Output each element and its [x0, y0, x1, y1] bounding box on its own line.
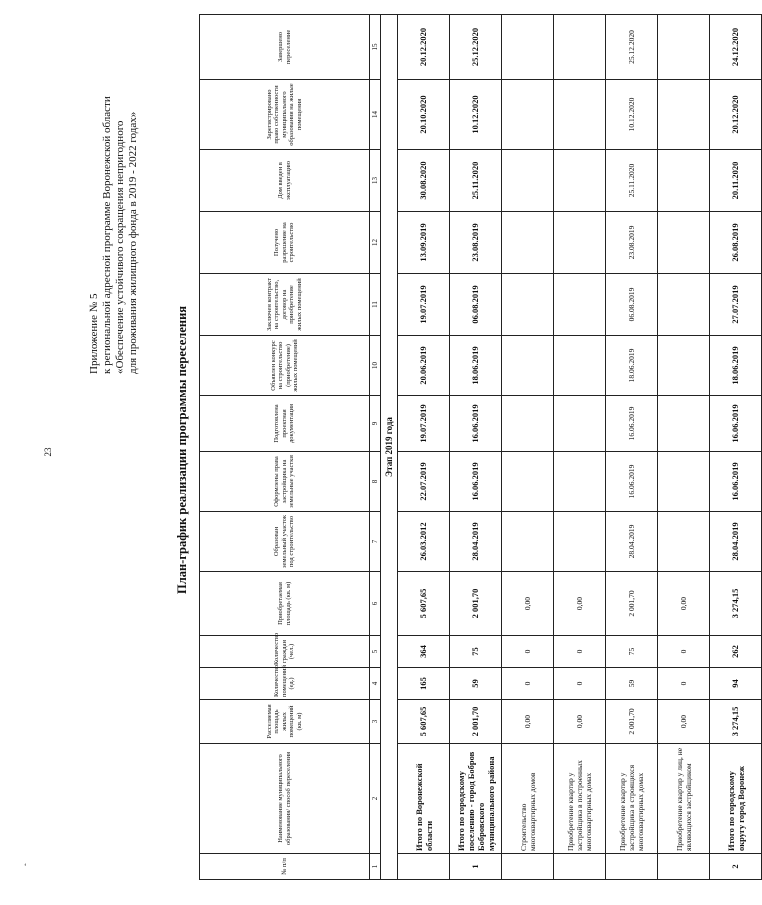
page-number: 23: [43, 447, 53, 457]
table-cell-c11: 19.07.2019: [398, 274, 450, 336]
table-cell-c15: 20.12.2020: [398, 15, 450, 80]
table-cell-c14: [658, 80, 710, 150]
table-cell-c4: 94: [710, 668, 762, 700]
column-header-9: Подготовлена проектная документация: [200, 396, 370, 452]
table-cell-c12: [502, 212, 554, 274]
schedule-table-body: [200, 15, 762, 880]
table-cell-c6: 2 001,70: [450, 572, 502, 636]
table-cell-c12: [554, 212, 606, 274]
table-cell-c3: 0,00: [502, 700, 554, 744]
table-cell-c13: [502, 150, 554, 212]
column-header-4: Количество помещений (ед.): [200, 668, 370, 700]
table-cell-c6: 0,00: [502, 572, 554, 636]
column-number-10: 10: [370, 336, 381, 396]
table-cell-c15: [554, 15, 606, 80]
table-cell-c4: 59: [450, 668, 502, 700]
column-number-3: 3: [370, 700, 381, 744]
appendix-line-4: для проживания жилищного фонда в 2019 - 2022 годах»: [127, 111, 139, 374]
table-cell-c7: [502, 512, 554, 572]
table-cell-c10: 18.06.2019: [450, 336, 502, 396]
column-number-12: 12: [370, 212, 381, 274]
table-cell-c9: 16.06.2019: [450, 396, 502, 452]
table-cell-c5: 75: [606, 636, 658, 668]
table-cell-c15: 24.12.2020: [710, 15, 762, 80]
table-cell-c11: [658, 274, 710, 336]
table-cell-c5: 0: [658, 636, 710, 668]
table-cell-c13: 25.11.2020: [606, 150, 658, 212]
column-header-14: Зарегистрировано право собственности муниципального образования на жилые помещения: [200, 80, 370, 150]
table-cell-c7: [658, 512, 710, 572]
column-number-11: 11: [370, 274, 381, 336]
table-cell-c10: [502, 336, 554, 396]
table-cell-c14: 20.12.2020: [710, 80, 762, 150]
table-cell-c7: 28.04.2019: [710, 512, 762, 572]
table-cell-c15: [658, 15, 710, 80]
schedule-table: [199, 14, 762, 880]
table-cell-c9: 16.06.2019: [710, 396, 762, 452]
column-number-8: 8: [370, 452, 381, 512]
column-number-7: 7: [370, 512, 381, 572]
table-cell-c5: 0: [554, 636, 606, 668]
table-cell-num: [502, 854, 554, 880]
column-header-10: Объявлен конкурс на строительство (приобретение) жилых помещений: [200, 336, 370, 396]
table-cell-c14: 20.10.2020: [398, 80, 450, 150]
table-cell-c3: 2 001,70: [606, 700, 658, 744]
table-cell-c12: 23.08.2019: [450, 212, 502, 274]
table-cell-c13: [554, 150, 606, 212]
table-cell-c8: [658, 452, 710, 512]
table-cell-c7: 26.03.2012: [398, 512, 450, 572]
table-cell-c5: 75: [450, 636, 502, 668]
table-cell-c15: 25.12.2020: [450, 15, 502, 80]
table-cell-num: [658, 854, 710, 880]
table-cell-c8: 16.06.2019: [450, 452, 502, 512]
table-cell-c3: 0,00: [554, 700, 606, 744]
table-cell-c4: 0: [554, 668, 606, 700]
column-number-row: [370, 15, 381, 880]
table-cell-c13: 20.11.2020: [710, 150, 762, 212]
column-number-4: 4: [370, 668, 381, 700]
table-cell-c10: [554, 336, 606, 396]
table-cell-c11: 06.08.2019: [450, 274, 502, 336]
table-cell-c7: 28.04.2019: [450, 512, 502, 572]
table-cell-name: Строительство многоквартирных домов: [502, 744, 554, 854]
appendix-line-3: «Обеспечение устойчивого сокращения непригодного: [114, 120, 126, 374]
table-cell-c9: [658, 396, 710, 452]
table-cell-c4: 165: [398, 668, 450, 700]
table-cell-c9: [502, 396, 554, 452]
table-row: [710, 15, 762, 880]
table-cell-c6: 0,00: [658, 572, 710, 636]
table-cell-c13: 25.11.2020: [450, 150, 502, 212]
table-cell-name: Итого по городскому округу город Воронеж: [710, 744, 762, 854]
table-cell-c12: 26.08.2019: [710, 212, 762, 274]
table-cell-c9: [554, 396, 606, 452]
column-header-5: Количество граждан (чел.): [200, 636, 370, 668]
table-cell-c4: 59: [606, 668, 658, 700]
table-cell-c9: 19.07.2019: [398, 396, 450, 452]
appendix-header: [88, 74, 166, 374]
table-cell-c8: [502, 452, 554, 512]
table-cell-c10: 18.06.2019: [606, 336, 658, 396]
table-cell-c6: 3 274,15: [710, 572, 762, 636]
table-row: [450, 15, 502, 880]
column-header-8: Оформлены права застройщика на земельные участки: [200, 452, 370, 512]
column-number-5: 5: [370, 636, 381, 668]
table-cell-c11: [554, 274, 606, 336]
column-header-11: Заключен контракт на строительство, договор на приобретение жилых помещений: [200, 274, 370, 336]
table-cell-c14: [502, 80, 554, 150]
column-header-3: Расселяемая площадь жилых помещений (кв. м): [200, 700, 370, 744]
column-header-7: Образован земельный участок под строительство: [200, 512, 370, 572]
table-cell-c6: 5 607,65: [398, 572, 450, 636]
table-cell-c6: 0,00: [554, 572, 606, 636]
table-cell-c12: 23.08.2019: [606, 212, 658, 274]
column-header-15: Завершено переселение: [200, 15, 370, 80]
table-cell-c11: [502, 274, 554, 336]
table-cell-c14: 10.12.2020: [606, 80, 658, 150]
table-cell-c8: [554, 452, 606, 512]
table-cell-c10: 20.06.2019: [398, 336, 450, 396]
column-number-1: 1: [370, 854, 381, 880]
column-header-13: Дом введен в эксплуатацию: [200, 150, 370, 212]
table-cell-c8: 16.06.2019: [606, 452, 658, 512]
table-row: [554, 15, 606, 880]
table-cell-c3: 0,00: [658, 700, 710, 744]
table-cell-c3: 2 001,70: [450, 700, 502, 744]
table-cell-num: [606, 854, 658, 880]
table-cell-c5: 0: [502, 636, 554, 668]
table-cell-name: Приобретение квартир у застройщика в построенных многоквартирных домах: [554, 744, 606, 854]
column-header-6: Приобретаемая площадь (кв. м): [200, 572, 370, 636]
table-cell-c7: [554, 512, 606, 572]
table-cell-c5: 364: [398, 636, 450, 668]
footer-mark: ‘: [24, 862, 27, 871]
column-number-2: 2: [370, 744, 381, 854]
table-cell-c10: 18.06.2019: [710, 336, 762, 396]
stage-label: Этап 2019 года: [381, 15, 398, 880]
table-cell-name: Приобретение квартир у лиц, не являющихся застройщиком: [658, 744, 710, 854]
table-cell-c13: [658, 150, 710, 212]
table-cell-c15: [502, 15, 554, 80]
table-cell-c4: 0: [658, 668, 710, 700]
table-cell-num: [398, 854, 450, 880]
column-number-6: 6: [370, 572, 381, 636]
appendix-line-1: Приложение № 5: [88, 293, 100, 374]
column-header-1: № п/п: [200, 854, 370, 880]
table-cell-c9: 16.06.2019: [606, 396, 658, 452]
column-header-12: Получено разрешение на строительство: [200, 212, 370, 274]
column-number-9: 9: [370, 396, 381, 452]
table-cell-name: Итого по Воронежской области: [398, 744, 450, 854]
table-cell-c11: 06.08.2019: [606, 274, 658, 336]
table-row: [398, 15, 450, 880]
column-header-2: Наименование муниципального образования/ способ переселения: [200, 744, 370, 854]
stage-row: [381, 15, 398, 880]
column-number-13: 13: [370, 150, 381, 212]
table-cell-c4: 0: [502, 668, 554, 700]
table-header-row: [200, 15, 370, 880]
table-cell-c8: 16.06.2019: [710, 452, 762, 512]
column-number-14: 14: [370, 80, 381, 150]
table-cell-c14: 10.12.2020: [450, 80, 502, 150]
table-cell-c3: 3 274,15: [710, 700, 762, 744]
table-cell-c11: 27.07.2019: [710, 274, 762, 336]
table-cell-c12: [658, 212, 710, 274]
schedule-table-container: [199, 15, 746, 880]
table-cell-c13: 30.08.2020: [398, 150, 450, 212]
table-row: [606, 15, 658, 880]
table-cell-c14: [554, 80, 606, 150]
column-number-15: 15: [370, 15, 381, 80]
table-row: [658, 15, 710, 880]
table-cell-name: Приобретение квартир у застройщика в строящихся многоквартирных домах: [606, 744, 658, 854]
table-cell-c10: [658, 336, 710, 396]
table-cell-c6: 2 001,70: [606, 572, 658, 636]
table-cell-c12: 13.09.2019: [398, 212, 450, 274]
appendix-line-2: к региональной адресной программе Воронежской области: [101, 96, 113, 374]
table-cell-c15: 25.12.2020: [606, 15, 658, 80]
document-title: План-график реализации программы переселения: [175, 305, 189, 595]
table-cell-name: Итого по городскому поселению - город Бобров Бобровского муниципального района: [450, 744, 502, 854]
table-cell-num: 2: [710, 854, 762, 880]
table-cell-c3: 5 607,65: [398, 700, 450, 744]
table-cell-num: [554, 854, 606, 880]
table-cell-num: 1: [450, 854, 502, 880]
table-cell-c5: 262: [710, 636, 762, 668]
table-cell-c7: 28.04.2019: [606, 512, 658, 572]
table-row: [502, 15, 554, 880]
table-cell-c8: 22.07.2019: [398, 452, 450, 512]
